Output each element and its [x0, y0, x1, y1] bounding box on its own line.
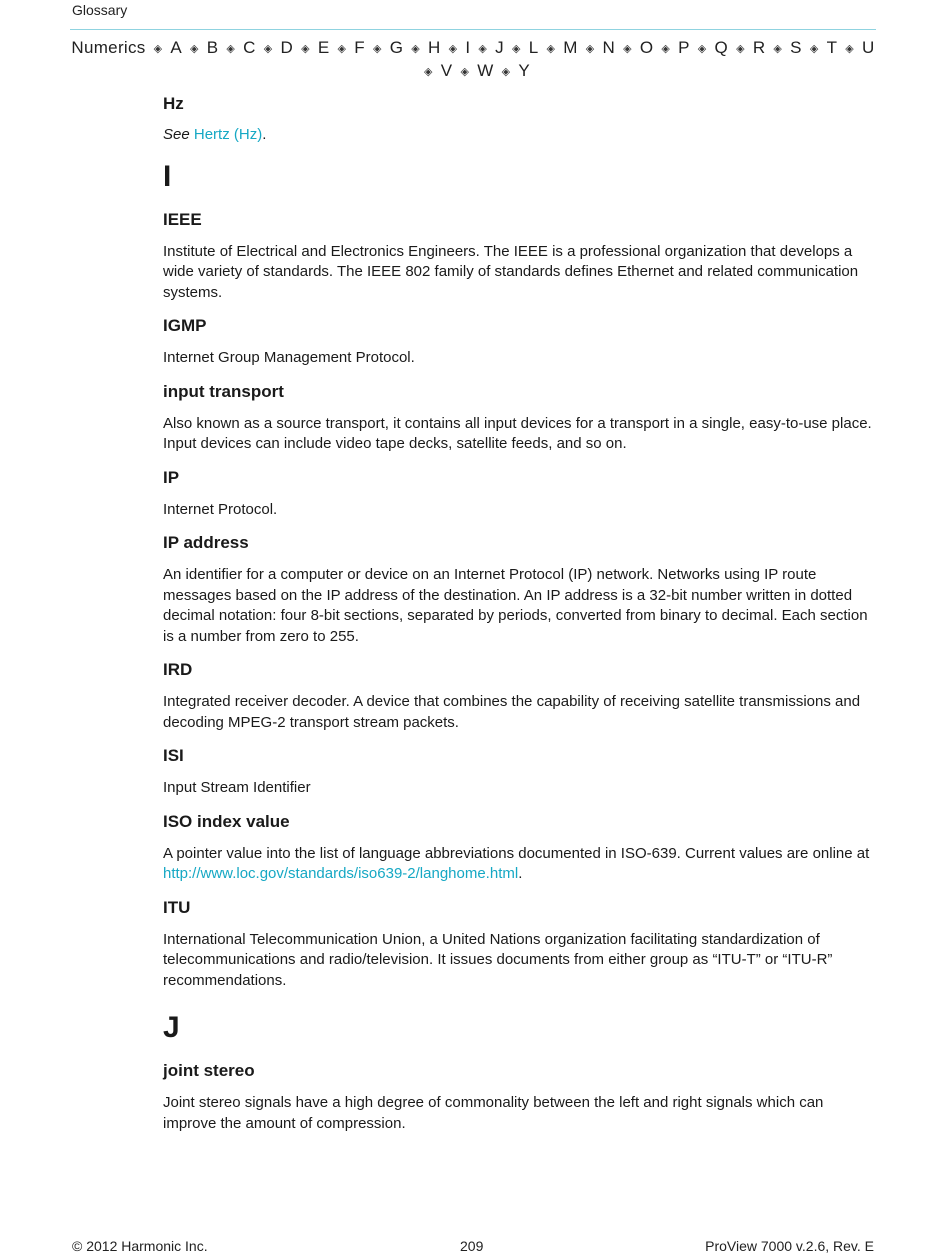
- nav-separator-icon: ◈: [773, 43, 783, 55]
- term-isi: ISI: [163, 746, 184, 765]
- section-letter-i: I: [163, 159, 172, 193]
- definition-isi: Input Stream Identifier: [163, 779, 311, 796]
- glossary-content: [163, 94, 878, 1134]
- nav-link-m[interactable]: M: [563, 38, 578, 57]
- nav-separator-icon: ◈: [661, 43, 671, 55]
- term-iso-index-value: ISO index value: [163, 811, 290, 831]
- nav-link-n[interactable]: N: [602, 38, 616, 57]
- term-itu: ITU: [163, 897, 191, 917]
- nav-link-c[interactable]: C: [243, 38, 256, 57]
- definition-hz: [163, 125, 878, 146]
- nav-link-u[interactable]: U: [862, 38, 875, 57]
- nav-link-y[interactable]: Y: [518, 61, 530, 80]
- nav-link-l[interactable]: L: [528, 38, 539, 57]
- nav-link-numerics[interactable]: Numerics: [71, 38, 146, 57]
- nav-separator-icon: ◈: [478, 43, 488, 55]
- definition-itu: International Telecommunication Union, a United Nations organization facilitating standardization of telecommunications and radio/television. It issues documents from either group as “ITU-T” or “ITU-R” recommendations.: [163, 930, 833, 989]
- nav-link-f[interactable]: F: [354, 38, 365, 57]
- period: .: [262, 126, 267, 143]
- nav-link-s[interactable]: S: [790, 38, 802, 57]
- header-rule: [70, 29, 876, 30]
- nav-separator-icon: ◈: [697, 43, 707, 55]
- term-ieee: IEEE: [163, 209, 202, 229]
- nav-separator-icon: ◈: [460, 66, 470, 78]
- nav-link-d[interactable]: D: [280, 38, 294, 57]
- nav-separator-icon: ◈: [623, 43, 632, 55]
- running-header-title: Glossary: [72, 2, 128, 18]
- nav-separator-icon: ◈: [511, 43, 521, 55]
- iso639-link[interactable]: http://www.loc.gov/standards/iso639-2/langhome.html: [163, 865, 519, 882]
- nav-link-j[interactable]: J: [495, 38, 504, 57]
- definition-ieee: Institute of Electrical and Electronics Engineers. The IEEE is a professional organization that develops a wide variety of standards. The IEEE 802 family of standards defines Ethernet and related communication systems.: [163, 242, 859, 301]
- period: .: [518, 865, 523, 882]
- footer-copyright: © 2012 Harmonic Inc.: [72, 1238, 208, 1254]
- term-ip: IP: [163, 467, 180, 487]
- iso-definition-text: A pointer value into the list of language abbreviations documented in ISO-639. Current values are online at: [163, 844, 870, 862]
- nav-link-p[interactable]: P: [678, 38, 690, 57]
- nav-link-o[interactable]: O: [639, 38, 654, 57]
- see-label: See: [163, 126, 190, 143]
- nav-link-h[interactable]: H: [428, 38, 441, 57]
- definition-igmp: Internet Group Management Protocol.: [163, 349, 415, 366]
- term-hz: Hz: [163, 94, 184, 113]
- nav-separator-icon: ◈: [546, 43, 556, 55]
- nav-separator-icon: ◈: [501, 66, 511, 78]
- hertz-link[interactable]: Hertz (Hz): [193, 126, 263, 143]
- nav-separator-icon: ◈: [337, 43, 347, 55]
- nav-separator-icon: ◈: [301, 43, 310, 55]
- nav-link-w[interactable]: W: [477, 61, 494, 80]
- nav-separator-icon: ◈: [263, 43, 273, 55]
- nav-link-v[interactable]: V: [440, 61, 453, 80]
- term-ird: IRD: [163, 660, 193, 679]
- nav-separator-icon: ◈: [411, 43, 420, 55]
- definition-ird: Integrated receiver decoder. A device that combines the capability of receiving satellite transmissions and decoding MPEG-2 transport stream packets.: [163, 693, 861, 731]
- nav-separator-icon: ◈: [226, 43, 236, 55]
- nav-separator-icon: ◈: [845, 43, 855, 55]
- nav-separator-icon: ◈: [448, 43, 458, 55]
- nav-link-i[interactable]: I: [465, 38, 471, 57]
- definition-ip: Internet Protocol.: [163, 500, 278, 518]
- term-input-transport: input transport: [163, 381, 284, 401]
- section-letter-j: J: [163, 1011, 180, 1044]
- nav-separator-icon: ◈: [424, 66, 433, 78]
- definition-ip-address: An identifier for a computer or device on an Internet Protocol (IP) network. Networks using IP route messages based on the IP address of the destination. An IP address is a 32-bit number written in dotted decimal notation: four 8-bit sections, separated by periods, converted from binary to decimal. Each section is a number from zero to 255.: [163, 566, 868, 645]
- definition-input-transport: Also known as a source transport, it contains all input devices for a transport in a single, easy-to-use place. Input devices can include video tape decks, satellite feeds, and so on.: [163, 414, 872, 452]
- nav-separator-icon: ◈: [736, 43, 745, 55]
- footer-product: ProView 7000 v.2.6, Rev. E: [705, 1238, 874, 1254]
- nav-link-q[interactable]: Q: [714, 38, 729, 57]
- term-igmp: IGMP: [163, 316, 207, 335]
- nav-separator-icon: ◈: [153, 43, 163, 55]
- term-joint-stereo: joint stereo: [163, 1061, 255, 1080]
- term-ip-address: IP address: [163, 533, 249, 552]
- nav-separator-icon: ◈: [372, 43, 382, 55]
- definition-joint-stereo: Joint stereo signals have a high degree of commonality between the left and right signals which can improve the amount of compression.: [163, 1094, 824, 1132]
- nav-link-g[interactable]: G: [389, 38, 404, 57]
- nav-separator-icon: ◈: [585, 43, 595, 55]
- nav-link-e[interactable]: E: [317, 38, 330, 57]
- nav-separator-icon: ◈: [189, 43, 199, 55]
- nav-separator-icon: ◈: [809, 43, 819, 55]
- definition-iso-index-value: [163, 844, 878, 885]
- nav-link-b[interactable]: B: [206, 38, 219, 57]
- nav-link-a[interactable]: A: [170, 38, 182, 57]
- nav-link-t[interactable]: T: [826, 38, 838, 57]
- footer-page-number: 209: [460, 1238, 484, 1254]
- alphabet-navigation: [70, 37, 876, 83]
- nav-link-r[interactable]: R: [752, 38, 766, 57]
